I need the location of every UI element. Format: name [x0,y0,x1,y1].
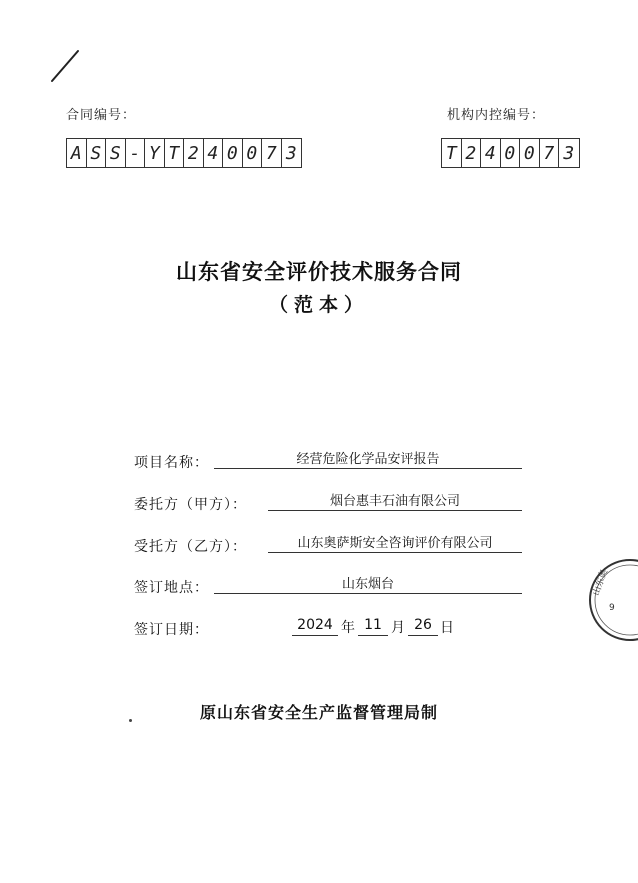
code-cell: T [165,139,185,167]
date-day: 26 [408,617,438,636]
code-cell: 3 [285,142,297,164]
code-cell: S [106,139,126,167]
issuing-authority: 原山东省安全生产监督管理局制 [199,703,438,722]
date-month: 11 [358,617,388,636]
project-name-value [214,450,522,469]
contractor-text: 山东奥萨斯安全咨询评价有限公司 [297,536,493,551]
signing-place-label: 签订地点： [134,580,209,596]
code-cell: 4 [481,139,501,167]
code-cell: 0 [520,139,540,167]
client-text: 烟台惠丰石油有限公司 [329,494,460,509]
code-cell: 7 [540,139,560,167]
pen-stroke-mark [48,48,82,84]
code-cell: S [87,139,107,167]
code-cell: 0 [243,139,263,167]
code-cell: 2 [462,139,482,167]
code-cell: 4 [204,139,224,167]
contractor-value [268,534,522,553]
project-name-label: 项目名称： [134,455,209,471]
partial-seal-stamp [582,556,638,646]
code-cell: Y [145,139,165,167]
project-name-text: 经营危险化学品安评报告 [296,452,440,467]
contract-number-label: 合同编号： [66,108,137,123]
signing-place-value [214,575,522,594]
code-cell: - [126,139,146,167]
seal-digit: 9 [609,603,615,613]
document-subtitle: （范本） [268,294,369,316]
internal-control-number-boxes [441,138,580,168]
document-title: 山东省安全评价技术服务合同 [176,259,462,284]
contract-number-boxes [66,138,302,168]
date-year-unit: 年 [341,620,355,636]
code-cell: 0 [501,139,521,167]
client-value [268,492,522,511]
stray-dot [129,719,132,722]
internal-control-number-label: 机构内控编号： [447,108,546,123]
code-cell: 2 [184,139,204,167]
client-label: 委托方（甲方）： [134,497,247,513]
code-cell: 7 [262,139,282,167]
signing-place-text: 山东烟台 [341,577,394,592]
date-year: 2024 [292,617,338,636]
code-cell: T [442,139,462,167]
code-cell: 0 [223,139,243,167]
date-month-unit: 月 [391,620,405,636]
date-day-unit: 日 [440,620,454,636]
code-cell: A [67,139,87,167]
contractor-label: 受托方（乙方）： [134,539,247,555]
code-cell: 3 [563,142,575,164]
signing-date-label: 签订日期： [134,622,209,638]
seal-text: 山东奥 [591,568,611,598]
